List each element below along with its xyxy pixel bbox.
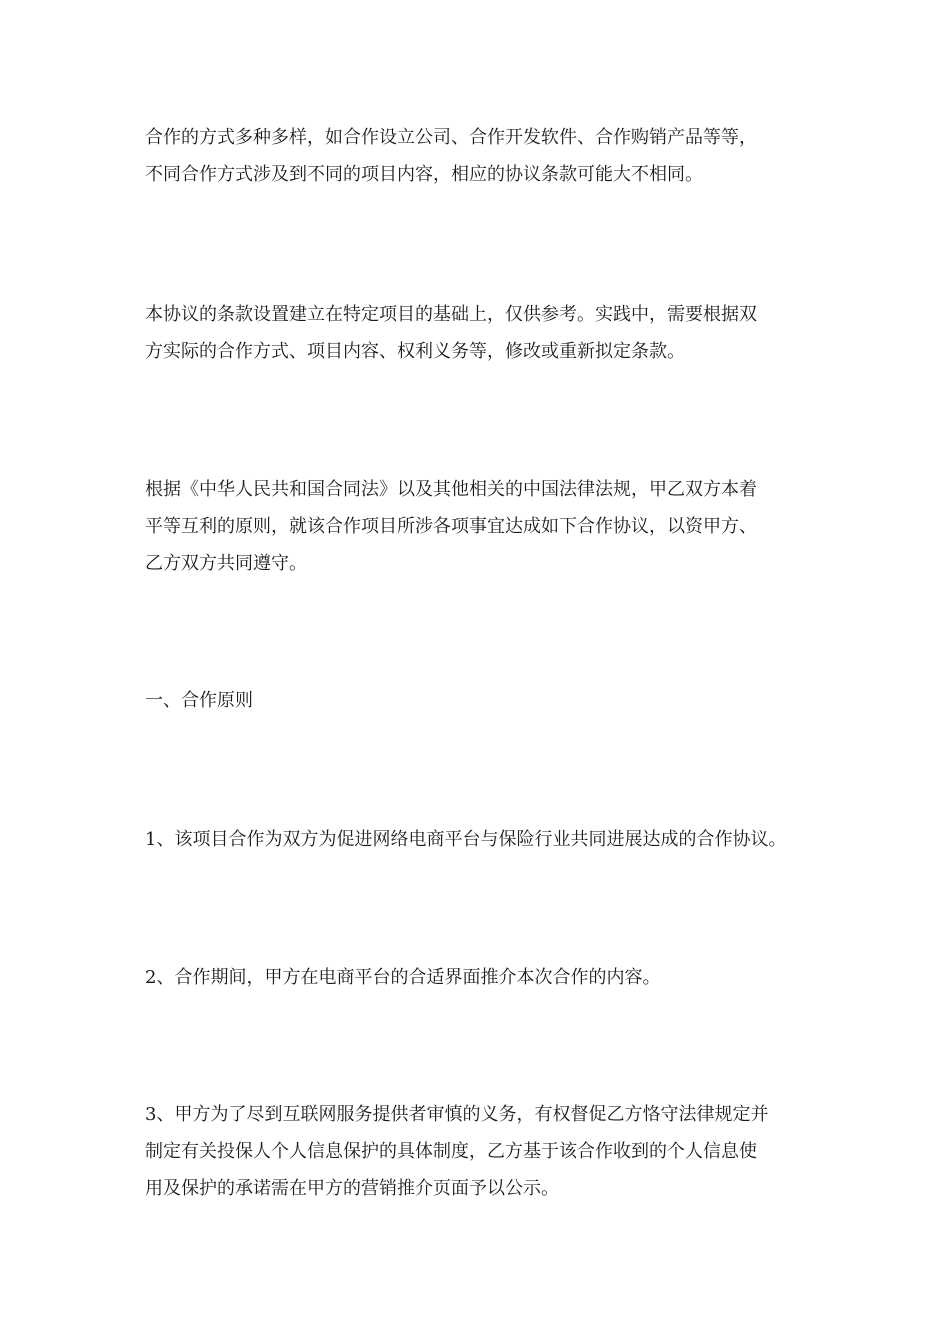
- text-line: 一、合作原则: [145, 690, 253, 711]
- text-line: 平等互利的原则，就该合作项目所涉各项事宜达成如下合作协议，以资甲方、: [145, 516, 757, 537]
- text-line: 用及保护的承诺需在甲方的营销推介页面予以公示。: [145, 1178, 559, 1199]
- text-line: 3、甲方为了尽到互联网服务提供者审慎的义务，有权督促乙方恪守法律规定并: [145, 1104, 769, 1125]
- text-line: 1、该项目合作为双方为促进网络电商平台与保险行业共同进展达成的合作协议。: [145, 829, 787, 850]
- text-line: 制定有关投保人个人信息保护的具体制度，乙方基于该合作收到的个人信息使: [145, 1141, 757, 1162]
- clause-2: [145, 959, 825, 996]
- paragraph-legal-basis: [145, 471, 825, 582]
- paragraph-cooperation-methods: [145, 119, 825, 193]
- text-line: 合作的方式多种多样，如合作设立公司、合作开发软件、合作购销产品等等，: [145, 127, 757, 148]
- text-line: 方实际的合作方式、项目内容、权利义务等，修改或重新拟定条款。: [145, 341, 685, 362]
- text-line: 不同合作方式涉及到不同的项目内容，相应的协议条款可能大不相同。: [145, 164, 703, 185]
- text-line: 乙方双方共同遵守。: [145, 553, 307, 574]
- paragraph-reference-note: [145, 296, 825, 370]
- clause-1: [145, 821, 825, 858]
- section-heading-cooperation-principles: [145, 682, 825, 719]
- text-line: 根据《中华人民共和国合同法》以及其他相关的中国法律法规，甲乙双方本着: [145, 479, 757, 500]
- clause-3: [145, 1096, 825, 1207]
- text-line: 本协议的条款设置建立在特定项目的基础上，仅供参考。实践中，需要根据双: [145, 304, 757, 325]
- text-line: 2、合作期间，甲方在电商平台的合适界面推介本次合作的内容。: [145, 967, 661, 988]
